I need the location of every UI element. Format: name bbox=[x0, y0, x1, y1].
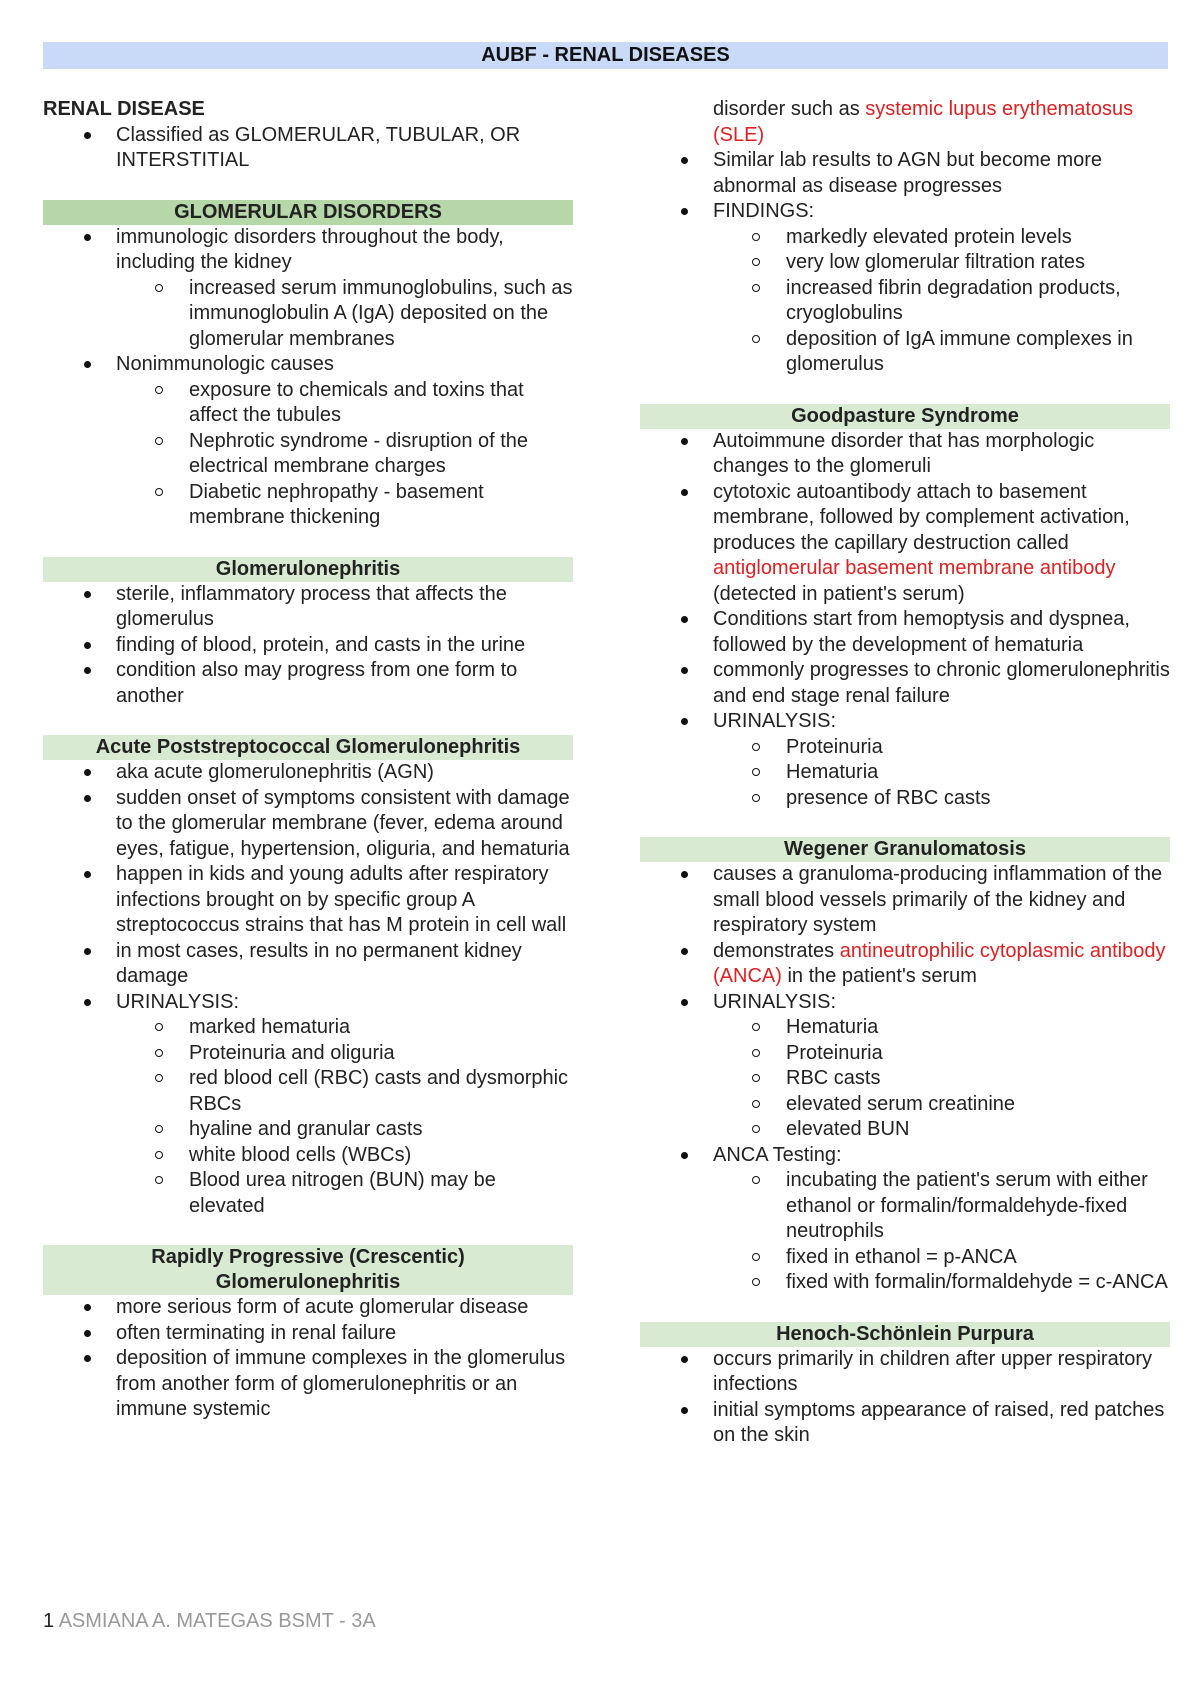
anca-term: antineutrophilic cytoplasmic antibody (ANCA) bbox=[713, 939, 1166, 987]
list-item: URINALYSIS: bbox=[43, 990, 573, 1016]
sub-list-item: increased fibrin degradation products, cryoglobulins bbox=[640, 276, 1170, 327]
list-item: Autoimmune disorder that has morphologic changes to the glomeruli bbox=[640, 429, 1170, 480]
sub-list-item: presence of RBC casts bbox=[640, 786, 1170, 812]
sub-list-item: fixed in ethanol = p-ANCA bbox=[640, 1245, 1170, 1271]
sub-list-item: markedly elevated protein levels bbox=[640, 225, 1170, 251]
list-item: finding of blood, protein, and casts in the urine bbox=[43, 633, 573, 659]
glomerulonephritis-list bbox=[43, 582, 573, 710]
sub-list-item: Proteinuria bbox=[640, 1041, 1170, 1067]
sub-list-item: elevated serum creatinine bbox=[640, 1092, 1170, 1118]
renal-disease-list bbox=[43, 123, 573, 174]
sub-list-item: elevated BUN bbox=[640, 1117, 1170, 1143]
hsp-heading: Henoch-Schönlein Purpura bbox=[640, 1322, 1170, 1347]
list-item: deposition of immune complexes in the glomerulus from another form of glomerulonephritis or an immune systemic bbox=[43, 1346, 573, 1423]
sub-list-item: RBC casts bbox=[640, 1066, 1170, 1092]
sub-list-item: Proteinuria bbox=[640, 735, 1170, 761]
sub-list-item: Blood urea nitrogen (BUN) may be elevated bbox=[43, 1168, 573, 1219]
wegener-list bbox=[640, 862, 1170, 1296]
list-item: aka acute glomerulonephritis (AGN) bbox=[43, 760, 573, 786]
list-item: Similar lab results to AGN but become more abnormal as disease progresses bbox=[640, 148, 1170, 199]
rpgn-heading bbox=[43, 1245, 573, 1295]
list-item: causes a granuloma-producing inflammation of the small blood vessels primarily of the kidney and respiratory system bbox=[640, 862, 1170, 939]
rpgn-heading-line1: Rapidly Progressive (Crescentic) bbox=[151, 1246, 465, 1268]
glomerulonephritis-heading: Glomerulonephritis bbox=[43, 557, 573, 582]
renal-disease-heading: RENAL DISEASE bbox=[43, 98, 205, 120]
list-item: happen in kids and young adults after respiratory infections brought on by specific group A streptococcus strains that has M protein in cell wall bbox=[43, 862, 573, 939]
goodpasture-heading: Goodpasture Syndrome bbox=[640, 404, 1170, 429]
hsp-list bbox=[640, 1347, 1170, 1449]
footer-author: ASMIANA A. MATEGAS BSMT - 3A bbox=[58, 1610, 376, 1632]
sub-list-item: Proteinuria and oliguria bbox=[43, 1041, 573, 1067]
right-column bbox=[640, 97, 1170, 1449]
sub-list-item: Hematuria bbox=[640, 760, 1170, 786]
list-item: FINDINGS: bbox=[640, 199, 1170, 225]
wegener-heading: Wegener Granulomatosis bbox=[640, 837, 1170, 862]
list-item-continued: disorder such as systemic lupus erythematosus (SLE) bbox=[713, 98, 1134, 146]
list-item: URINALYSIS: bbox=[640, 990, 1170, 1016]
list-item: sudden onset of symptoms consistent with damage to the glomerular membrane (fever, edema around eyes, fatigue, hypertension, oliguria, and hematuria bbox=[43, 786, 573, 863]
sub-list-item: Hematuria bbox=[640, 1015, 1170, 1041]
rpgn-list bbox=[43, 1295, 573, 1423]
list-item: sterile, inflammatory process that affects the glomerulus bbox=[43, 582, 573, 633]
list-item: cytotoxic autoantibody attach to basement membrane, followed by complement activation, produces the capillary destruction called antiglomerular basement membrane antibody (detected in patient's serum) bbox=[640, 480, 1170, 608]
rpgn-heading-line2: Glomerulonephritis bbox=[215, 1271, 401, 1293]
list-item: Nonimmunologic causes bbox=[43, 352, 573, 378]
document-title: AUBF - RENAL DISEASES bbox=[43, 42, 1168, 69]
page-number: 1 bbox=[43, 1610, 55, 1632]
apsgn-heading: Acute Poststreptococcal Glomerulonephritis bbox=[43, 735, 573, 760]
list-item: ANCA Testing: bbox=[640, 1143, 1170, 1169]
sub-list-item: deposition of IgA immune complexes in glomerulus bbox=[640, 327, 1170, 378]
goodpasture-list bbox=[640, 429, 1170, 812]
sub-list-item: very low glomerular filtration rates bbox=[640, 250, 1170, 276]
glomerular-disorders-list bbox=[43, 225, 573, 531]
list-item: demonstrates antineutrophilic cytoplasmic antibody (ANCA) in the patient's serum bbox=[640, 939, 1170, 990]
apsgn-list bbox=[43, 760, 573, 1219]
sub-list-item: increased serum immunoglobulins, such as immunoglobulin A (IgA) deposited on the glomerular membranes bbox=[43, 276, 573, 353]
rpgn-continued-list bbox=[640, 97, 1170, 378]
sub-list-item: incubating the patient's serum with either ethanol or formalin/formaldehyde-fixed neutrophils bbox=[640, 1168, 1170, 1245]
list-item: URINALYSIS: bbox=[640, 709, 1170, 735]
sub-list-item: red blood cell (RBC) casts and dysmorphic RBCs bbox=[43, 1066, 573, 1117]
list-item: more serious form of acute glomerular disease bbox=[43, 1295, 573, 1321]
list-item: in most cases, results in no permanent kidney damage bbox=[43, 939, 573, 990]
list-item: occurs primarily in children after upper respiratory infections bbox=[640, 1347, 1170, 1398]
list-item: immunologic disorders throughout the body, including the kidney bbox=[43, 225, 573, 276]
glomerular-disorders-heading: GLOMERULAR DISORDERS bbox=[43, 200, 573, 225]
list-item: Classified as GLOMERULAR, TUBULAR, OR INTERSTITIAL bbox=[43, 123, 573, 174]
sub-list-item: hyaline and granular casts bbox=[43, 1117, 573, 1143]
list-item: commonly progresses to chronic glomerulonephritis and end stage renal failure bbox=[640, 658, 1170, 709]
sub-list-item: white blood cells (WBCs) bbox=[43, 1143, 573, 1169]
sub-list-item: Diabetic nephropathy - basement membrane thickening bbox=[43, 480, 573, 531]
list-item: often terminating in renal failure bbox=[43, 1321, 573, 1347]
sub-list-item: marked hematuria bbox=[43, 1015, 573, 1041]
anti-gbm-term: antiglomerular basement membrane antibody bbox=[713, 557, 1116, 579]
page-footer bbox=[43, 1610, 376, 1633]
list-item: initial symptoms appearance of raised, red patches on the skin bbox=[640, 1398, 1170, 1449]
sub-list-item: fixed with formalin/formaldehyde = c-ANCA bbox=[640, 1270, 1170, 1296]
sle-term: systemic lupus erythematosus (SLE) bbox=[713, 98, 1134, 146]
sub-list-item: exposure to chemicals and toxins that affect the tubules bbox=[43, 378, 573, 429]
list-item: Conditions start from hemoptysis and dyspnea, followed by the development of hematuria bbox=[640, 607, 1170, 658]
sub-list-item: Nephrotic syndrome - disruption of the electrical membrane charges bbox=[43, 429, 573, 480]
left-column bbox=[43, 97, 573, 1423]
list-item: condition also may progress from one form to another bbox=[43, 658, 573, 709]
